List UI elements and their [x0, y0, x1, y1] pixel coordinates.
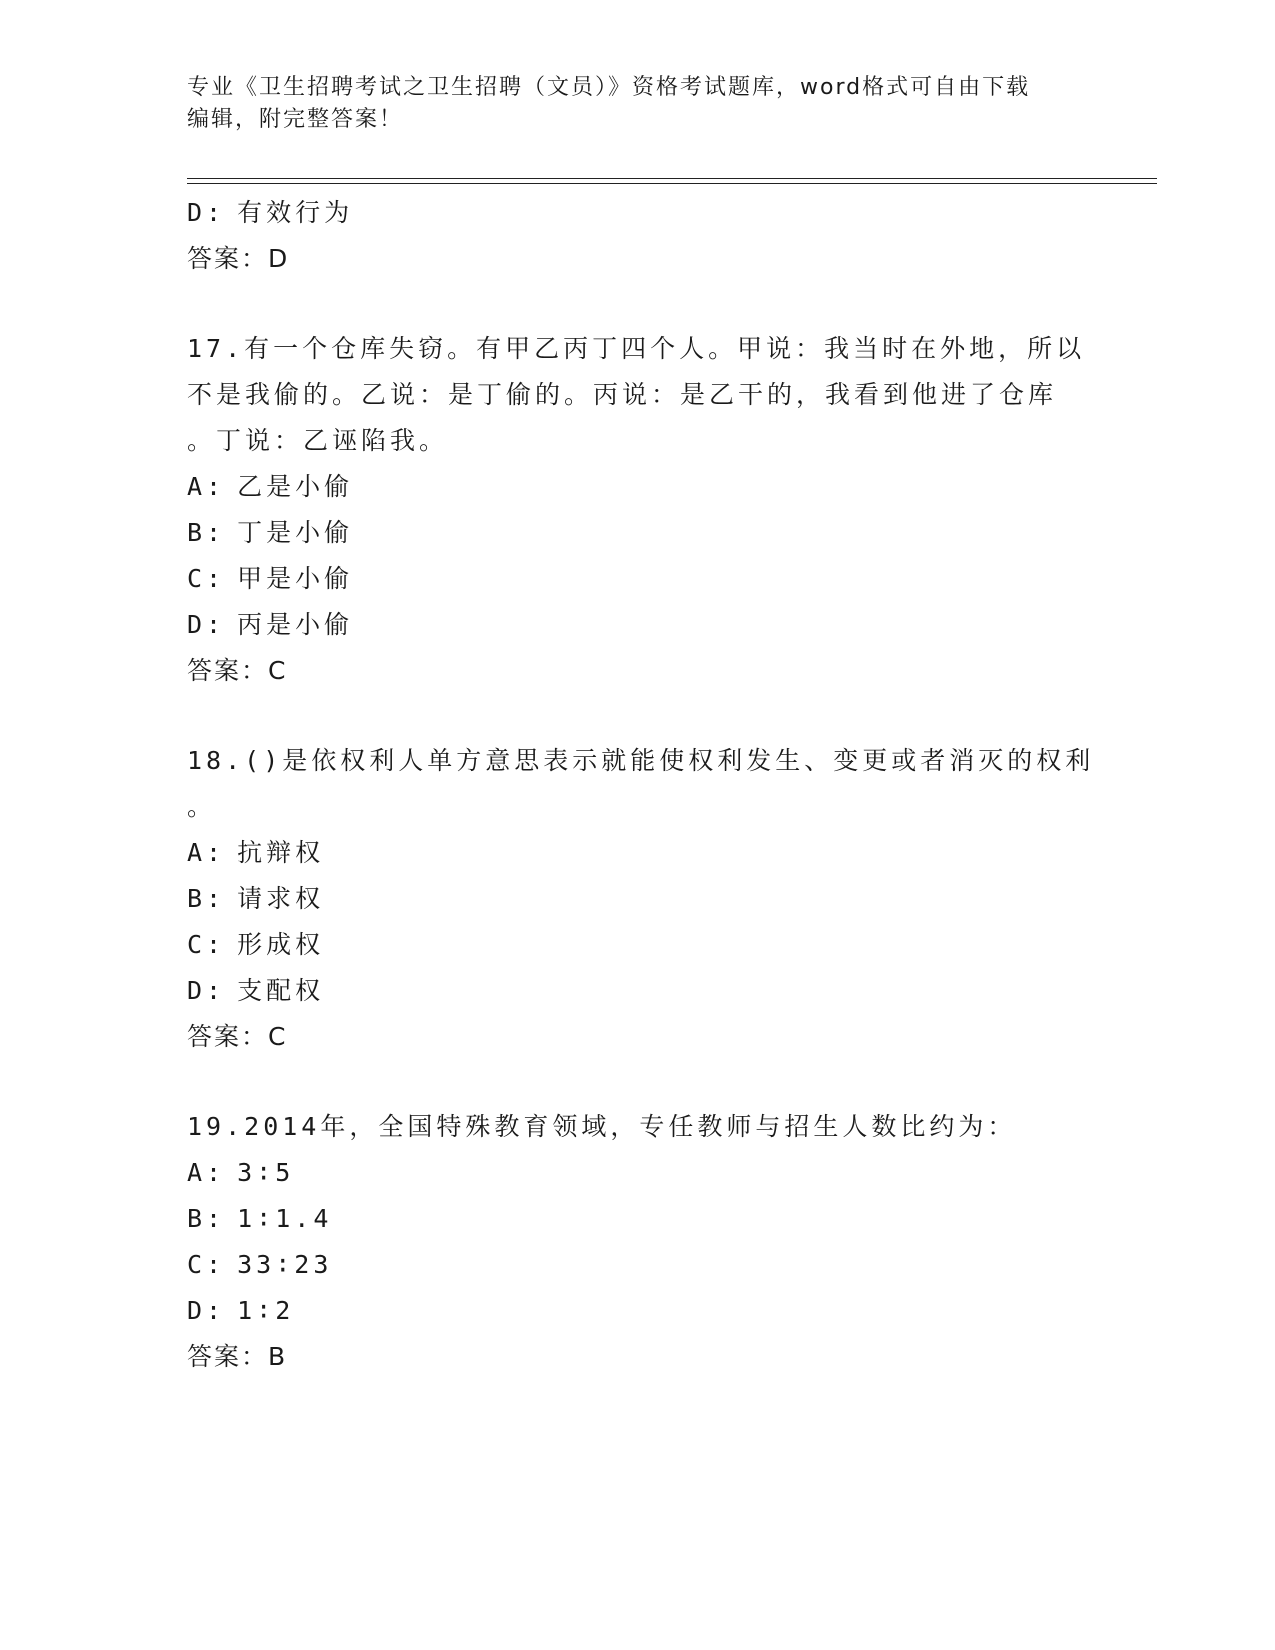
- stem-line: 19.2014年，全国特殊教育领域，专任教师与招生人数比约为：: [187, 1112, 1017, 1141]
- stem-line: 。丁说：乙诬陷我。: [187, 426, 449, 455]
- option-key: C:: [187, 1250, 226, 1279]
- stem-line: 不是我偷的。乙说：是丁偷的。丙说：是乙干的，我看到他进了仓库: [187, 380, 1058, 409]
- option-d: [187, 602, 1087, 648]
- question-stem: [187, 738, 1095, 830]
- stem-line: 18.()是依权利人单方意思表示就能使权利发生、变更或者消灭的权利: [187, 746, 1095, 775]
- option-text: 1∶1.4: [237, 1204, 333, 1233]
- answer-line: 答案：C: [187, 1022, 288, 1051]
- option-text: 形成权: [237, 930, 325, 959]
- option-key: B:: [187, 1204, 226, 1233]
- question-stem: [187, 1104, 1067, 1150]
- option-text: 请求权: [237, 884, 325, 913]
- option-c: [187, 922, 1087, 968]
- option-key: C:: [187, 930, 226, 959]
- option-text: 丙是小偷: [237, 610, 354, 639]
- header-line-2: 编辑，附完整答案！: [187, 107, 404, 132]
- option-text: 甲是小偷: [237, 564, 354, 593]
- option-key: D:: [187, 1296, 226, 1325]
- document-body: [187, 190, 1095, 1380]
- answer-line: 答案：C: [187, 656, 288, 685]
- option-key: B:: [187, 518, 226, 547]
- option-c: [187, 1242, 1087, 1288]
- option-text: 支配权: [237, 976, 325, 1005]
- option-text: 乙是小偷: [237, 472, 354, 501]
- answer-line: 答案：D: [187, 244, 290, 273]
- option-text: 3∶5: [237, 1158, 295, 1187]
- question-17: [187, 326, 1087, 694]
- option-key: C:: [187, 564, 226, 593]
- option-text: 33∶23: [237, 1250, 333, 1279]
- option-key: D:: [187, 976, 226, 1005]
- answer-line: 答案：B: [187, 1342, 288, 1371]
- stem-line: 。: [187, 792, 217, 821]
- option-key: D:: [187, 610, 226, 639]
- option-text: 丁是小偷: [237, 518, 354, 547]
- option-a: [187, 464, 1087, 510]
- option-key: A:: [187, 1158, 226, 1187]
- question-19: [187, 1104, 1087, 1380]
- option-d: [187, 190, 1087, 236]
- header-divider-bottom: [187, 183, 1157, 184]
- option-b: [187, 510, 1087, 556]
- option-key: A:: [187, 838, 226, 867]
- option-key: B:: [187, 884, 226, 913]
- option-b: [187, 1196, 1087, 1242]
- option-a: [187, 830, 1087, 876]
- option-text: 抗辩权: [237, 838, 325, 867]
- option-text: 1∶2: [237, 1296, 295, 1325]
- option-d: [187, 1288, 1087, 1334]
- option-key: D:: [187, 198, 226, 227]
- question-18: [187, 738, 1095, 1060]
- document-header: [187, 72, 1087, 136]
- question-stem: [187, 326, 1086, 464]
- header-divider-top: [187, 178, 1157, 179]
- option-text: 有效行为: [237, 198, 354, 227]
- option-a: [187, 1150, 1087, 1196]
- option-d: [187, 968, 1087, 1014]
- header-line-1: 专业《卫生招聘考试之卫生招聘（文员）》资格考试题库，word格式可自由下载: [187, 75, 1031, 100]
- option-b: [187, 876, 1087, 922]
- option-key: A:: [187, 472, 226, 501]
- stem-line: 17.有一个仓库失窃。有甲乙丙丁四个人。甲说：我当时在外地，所以: [187, 334, 1086, 363]
- option-c: [187, 556, 1087, 602]
